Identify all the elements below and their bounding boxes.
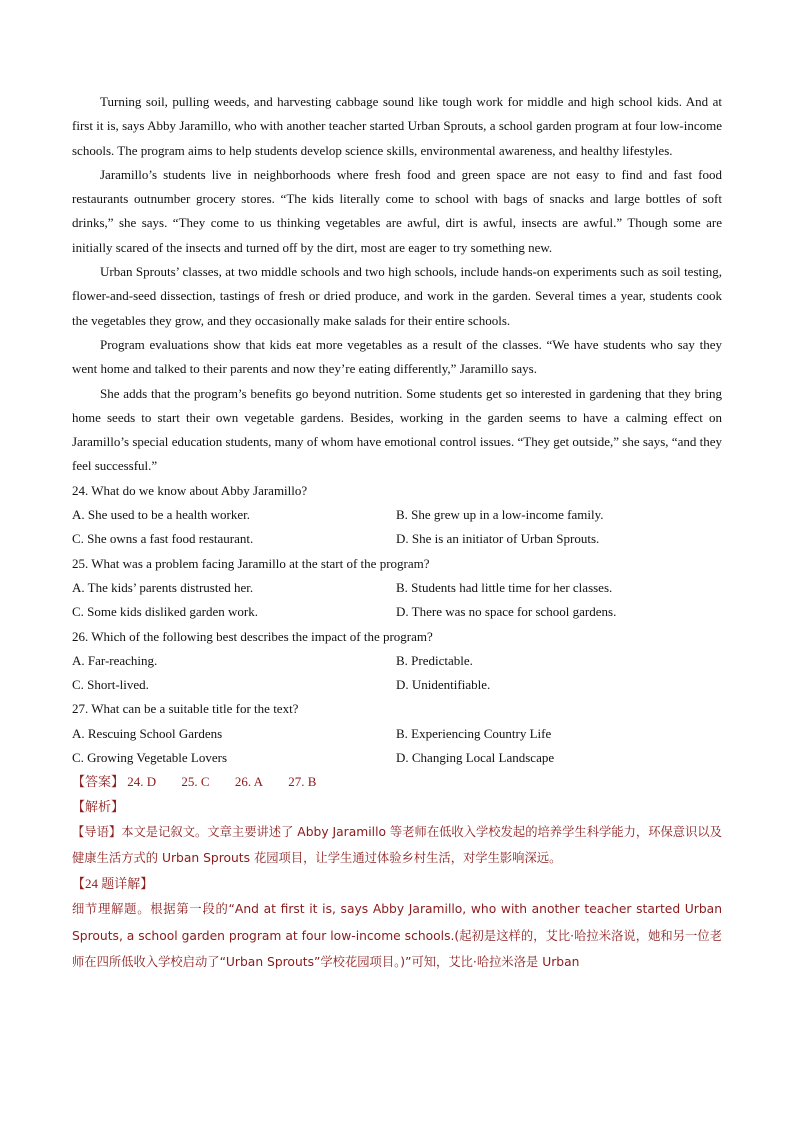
question-stem: 26. Which of the following best describes the impact of the program? [72, 628, 433, 644]
question-24-detail-text: 细节理解题。根据第一段的“And at first it is, says Abby Jaramillo, who with another teacher started Urban Sprouts, a school garden program at four low-income schools.(起初是这样的，艾比·哈拉米洛说，她和另一位老师在四所低收入学校启动了“Urban Sprouts”学校花园项目。)”可知，艾比·哈拉米洛是 Urban [72, 902, 722, 970]
option-c: C. Short-lived. [72, 677, 149, 693]
passage-paragraph-5: She adds that the program’s benefits go beyond nutrition. Some students get so interested in gardening that they bring home seeds to start their own vegetable gardens. Besides, working in the garden seems to have a calming effect on Jaramillo’s special education students, many of whom have emotional control issues. “They get outside,” she says, “and they feel successful.” [72, 385, 722, 474]
option-b: B. Experiencing Country Life [396, 725, 552, 741]
option-c: C. Some kids disliked garden work. [72, 604, 258, 620]
intro-text: 本文是记叙文。文章主要讲述了 Abby Jaramillo 等老师在低收入学校发起的培养学生科学能力，环保意识以及健康生活方式的 Urban Sprouts 花园项目，让学生通过体验乡村生活，对学生影响深远。 [72, 824, 722, 866]
option-a: A. Far-reaching. [72, 652, 158, 668]
analysis-intro [72, 819, 722, 872]
question-27 [72, 697, 722, 770]
answer-27: 27. B [288, 774, 317, 790]
question-stem: 24. What do we know about Abby Jaramillo? [72, 482, 308, 498]
question-stem: 25. What was a problem facing Jaramillo at the start of the program? [72, 555, 430, 571]
answer-26: 26. A [234, 774, 263, 790]
option-a: A. The kids’ parents distrusted her. [72, 579, 254, 595]
question-stem: 27. What can be a suitable title for the text? [72, 701, 299, 717]
option-c: C. Growing Vegetable Lovers [72, 750, 228, 766]
answer-key [72, 770, 722, 794]
reading-passage [72, 90, 722, 479]
passage-paragraph-4: Program evaluations show that kids eat more vegetables as a result of the classes. “We have students who say they went home and talked to their parents and now they’re eating differently,” Jaramillo says. [72, 336, 722, 377]
option-d: D. There was no space for school gardens. [396, 604, 617, 620]
analysis-heading: 【解析】 [72, 798, 125, 814]
option-b: B. She grew up in a low-income family. [396, 507, 604, 523]
answer-25: 25. C [181, 774, 210, 790]
passage-paragraph-2: Jaramillo’s students live in neighborhoods where fresh food and green space are not easy to find and fast food restaurants outnumber grocery stores. “The kids literally come to school with bags of snacks and large bottles of soft drinks,” she says. “They come to us thinking vegetables are awful, dirt is awful, insects are awful.” Though some are initially scared of the insects and turned off by the dirt, most are eager to try something new. [72, 166, 722, 255]
intro-label: 【导语】 [72, 824, 122, 839]
question-26 [72, 625, 722, 698]
answer-label: 【答案】 [72, 774, 125, 790]
question-25 [72, 552, 722, 625]
options [72, 503, 722, 552]
option-b: B. Predictable. [396, 652, 473, 668]
option-c: C. She owns a fast food restaurant. [72, 531, 254, 547]
options [72, 649, 722, 698]
option-d: D. Changing Local Landscape [396, 750, 555, 766]
document-content [72, 90, 722, 976]
option-d: D. Unidentifiable. [396, 677, 491, 693]
passage-paragraph-3: Urban Sprouts’ classes, at two middle schools and two high schools, include hands-on experiments such as soil testing, flower-and-seed dissection, tastings of fresh or dried produce, and work in the garden. Several times a year, students cook the vegetables they grow, and they occasionally make salads for their entire schools. [72, 264, 722, 328]
question-24 [72, 479, 722, 552]
option-d: D. She is an initiator of Urban Sprouts. [396, 531, 600, 547]
options [72, 722, 722, 771]
answer-24: 24. D [127, 774, 157, 790]
question-24-detail-heading: 【24 题详解】 [72, 875, 154, 891]
passage-paragraph-1: Turning soil, pulling weeds, and harvesting cabbage sound like tough work for middle and high school kids. And at first it is, says Abby Jaramillo, who with another teacher started Urban Sprouts, a school garden program at four low-income schools. The program aims to help students develop science skills, environmental awareness, and healthy lifestyles. [72, 94, 722, 158]
option-a: A. Rescuing School Gardens [72, 725, 223, 741]
options [72, 576, 722, 625]
option-a: A. She used to be a health worker. [72, 507, 250, 523]
option-b: B. Students had little time for her classes. [396, 579, 613, 595]
